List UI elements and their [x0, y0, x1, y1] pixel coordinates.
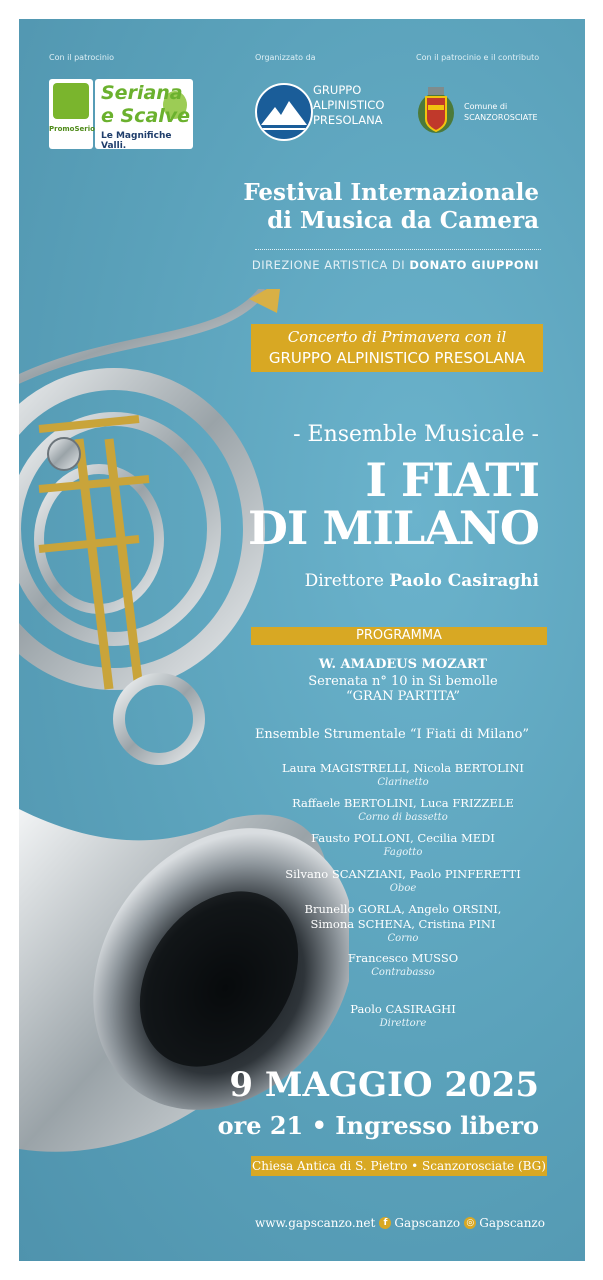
direttore-prefix: Direttore: [304, 571, 384, 591]
player-names: Francesco MUSSO: [347, 951, 459, 965]
comune-crest-icon: [416, 81, 456, 137]
player-names: Fausto POLLONI, Cecilia MEDI: [311, 831, 495, 845]
facebook-link[interactable]: [379, 1216, 460, 1230]
ensemble-name-line-1: I FIATI: [365, 453, 539, 507]
facebook-handle: Gapscanzo: [394, 1216, 461, 1230]
website-link[interactable]: www.gapscanzo.net: [255, 1216, 376, 1230]
instagram-handle: Gapscanzo: [479, 1216, 545, 1230]
seriana-scalve-logo: [95, 79, 193, 149]
player-names: Brunello GORLA, Angelo ORSINI,: [304, 902, 502, 916]
ensemble-name: [247, 453, 539, 555]
concerto-line-2: GRUPPO ALPINISTICO PRESOLANA: [268, 349, 526, 367]
festival-title: [243, 179, 539, 235]
festival-title-line-2: di Musica da Camera: [267, 207, 539, 234]
contributo-label: Con il patrocinio e il contributo: [416, 53, 540, 62]
player-instrument: Corno di bassetto: [358, 812, 448, 823]
player-names: Paolo CASIRAGHI: [350, 1002, 456, 1016]
organizzato-label: Organizzato da: [255, 53, 316, 62]
gap-line-3: PRESOLANA: [313, 113, 383, 127]
promoserio-logo: [49, 79, 93, 149]
ensemble-name-line-2: DI MILANO: [247, 501, 539, 555]
player-instrument: Corno: [387, 933, 419, 944]
player-names: Raffaele BERTOLINI, Luca FRIZZELE: [292, 796, 514, 810]
dotted-divider: [255, 249, 541, 250]
concerto-line-1: Concerto di Primavera con il: [287, 328, 507, 346]
direttore: [305, 571, 539, 591]
direzione-name: DONATO GIUPPONI: [409, 258, 539, 272]
event-time-entry: ore 21 • Ingresso libero: [217, 1111, 539, 1140]
player-instrument: Clarinetto: [377, 777, 429, 788]
event-venue: Chiesa Antica di S. Pietro • Scanzorosciate (BG): [251, 1156, 547, 1176]
ensemble-subtitle: - Ensemble Musicale -: [293, 422, 539, 447]
comune-line-2: SCANZOROSCIATE: [464, 113, 538, 122]
programma-banner: PROGRAMMA: [251, 627, 547, 645]
seriana-line2: e Scalve: [101, 105, 191, 127]
seriana-line1: Seriana: [101, 82, 183, 104]
poster: [19, 19, 585, 1261]
player-names: Laura MAGISTRELLI, Nicola BERTOLINI: [282, 761, 524, 775]
composer-name: W. AMADEUS MOZART: [318, 657, 488, 672]
promoserio-logo-text: PromoSerio: [49, 125, 95, 133]
direzione-artistica: [252, 258, 539, 272]
patrocinio-label: Con il patrocinio: [49, 53, 115, 62]
ensemble-strumentale-label: Ensemble Strumentale “I Fiati di Milano”: [254, 727, 530, 742]
player-names: Simona SCHENA, Cristina PINI: [310, 917, 496, 931]
work-title-line-2: “GRAN PARTITA”: [345, 689, 461, 704]
instagram-icon: ◎: [464, 1217, 476, 1229]
player-instrument: Fagotto: [383, 847, 423, 858]
festival-title-line-1: Festival Internazionale: [243, 179, 539, 206]
facebook-icon: f: [379, 1217, 391, 1229]
gap-logo-text: [313, 83, 384, 128]
footer: [255, 1216, 545, 1230]
comune-line-1: Comune di: [464, 102, 508, 111]
gap-line-1: GRUPPO: [313, 83, 362, 97]
promoserio-mark-icon: [53, 83, 89, 119]
player-instrument: Contrabasso: [371, 967, 435, 978]
gap-line-2: ALPINISTICO: [313, 98, 385, 112]
comune-logo-text: [464, 101, 538, 123]
direzione-prefix: DIREZIONE ARTISTICA DI: [251, 258, 406, 272]
player-instrument: Oboe: [389, 883, 417, 894]
instagram-link[interactable]: [464, 1216, 545, 1230]
player-names: Silvano SCANZIANI, Paolo PINFERETTI: [285, 867, 521, 881]
seriana-tagline: Le Magnifiche Valli.: [101, 131, 172, 151]
player-instrument: Direttore: [379, 1018, 427, 1029]
mountain-icon: [257, 85, 311, 139]
event-date: 9 MAGGIO 2025: [229, 1065, 539, 1105]
work-title-line-1: Serenata n° 10 in Si bemolle: [308, 674, 498, 689]
concerto-banner: [251, 324, 543, 372]
direttore-name: Paolo Casiraghi: [389, 571, 539, 591]
gap-mountain-logo: [255, 83, 313, 141]
